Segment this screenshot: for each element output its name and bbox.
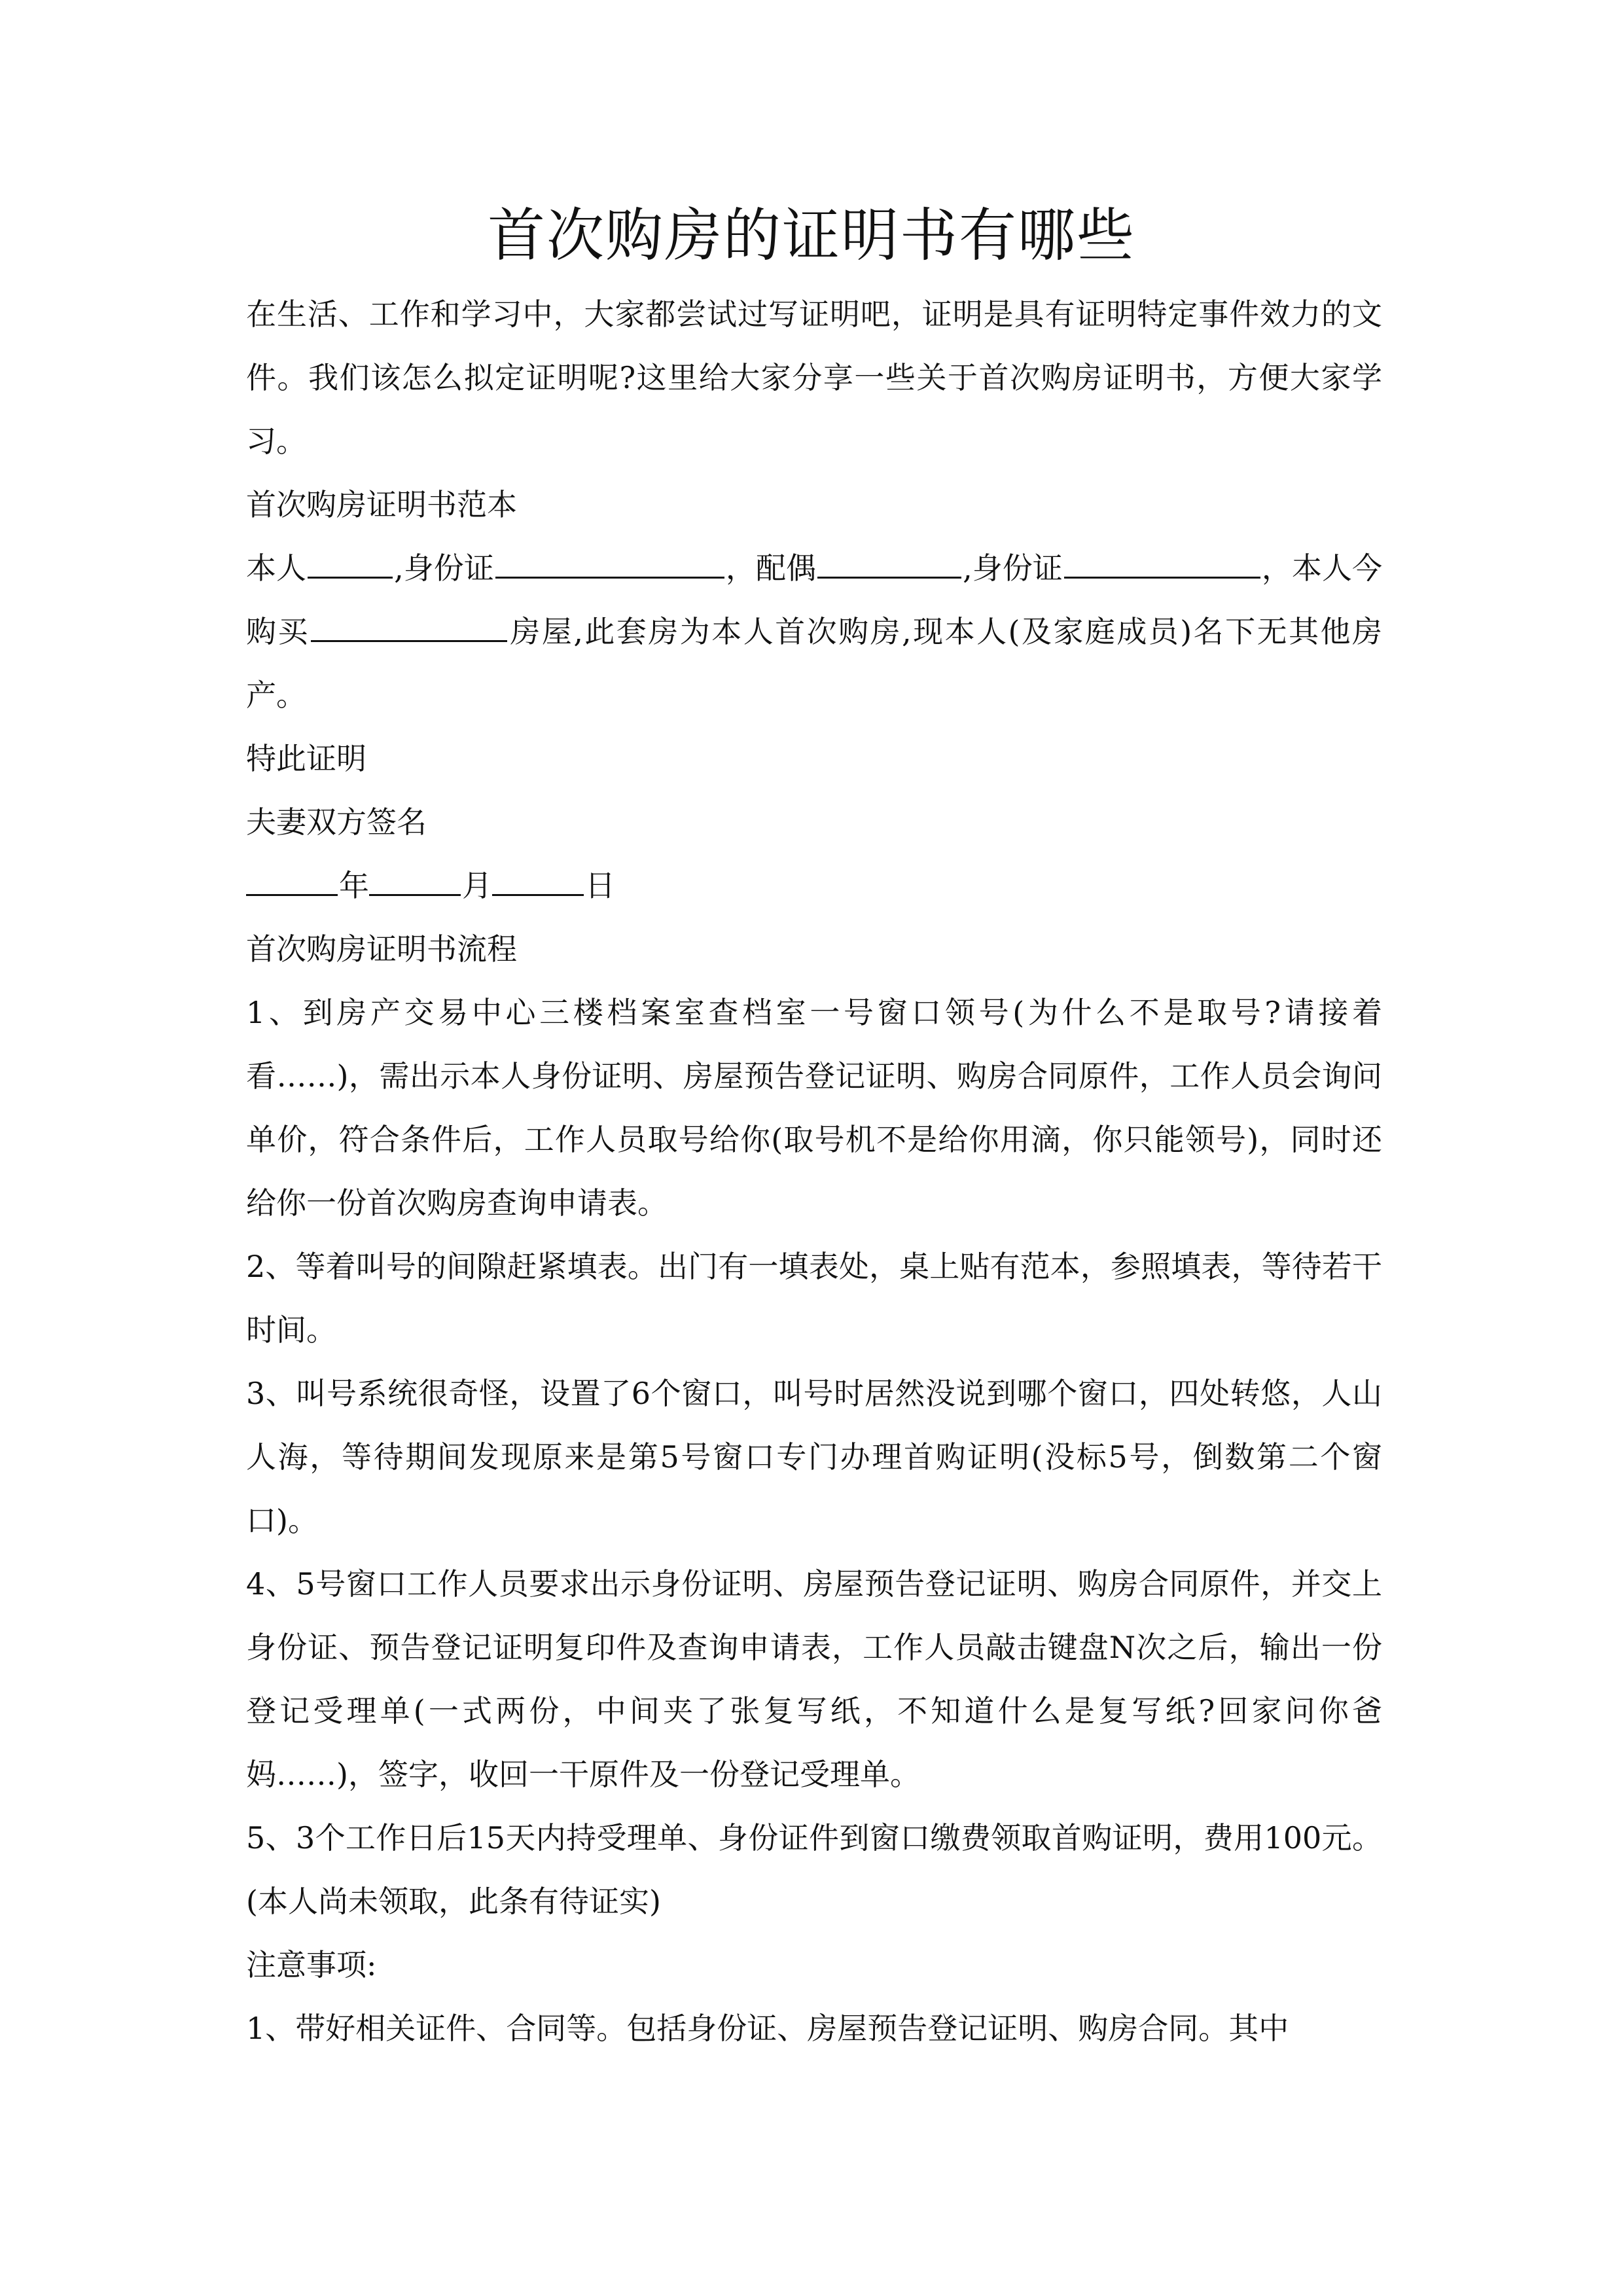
sample-text-5: ，本人今购买: [246, 550, 1383, 649]
sample-text-1: 本人: [246, 550, 307, 586]
blank-line: [817, 539, 961, 579]
sample-text-6: 房屋,此套房为本人首次购房,现本人(及家庭成员)名下无其他房产。: [246, 614, 1383, 713]
hereby-line: 特此证明: [246, 741, 366, 776]
blank-line: [308, 539, 393, 579]
date-line: [246, 854, 1382, 918]
blank-line: [369, 856, 461, 896]
blank-line: [311, 602, 507, 642]
blank-line: [492, 856, 584, 896]
date-year-label: 年: [339, 868, 369, 903]
sample-paragraph: [246, 537, 1382, 727]
step-paragraph: 2、等着叫号的间隙赶紧填表。出门有一填表处，桌上贴有范本，参照填表，等待若干时间。: [246, 1249, 1382, 1348]
date-day-label: 日: [585, 868, 615, 903]
sample-heading: 首次购房证明书范本: [246, 487, 517, 522]
blank-line: [495, 539, 724, 579]
sample-text-4: ,身份证: [963, 550, 1063, 586]
intro-paragraph: 在生活、工作和学习中，大家都尝试过写证明吧，证明是具有证明特定事件效力的文件。我们该怎么拟定证明呢?这里给大家分享一些关于首次购房证明书，方便大家学习。: [246, 296, 1382, 459]
date-month-label: 月: [462, 868, 492, 903]
step-paragraph: 5、3个工作日后15天内持受理单、身份证件到窗口缴费领取首购证明，费用100元。(本人尚未领取，此条有待证实): [246, 1820, 1382, 1919]
step-paragraph: 4、5号窗口工作人员要求出示身份证明、房屋预告登记证明、购房合同原件，并交上身份证、预告登记证明复印件及查询申请表，工作人员敲击键盘N次之后，输出一份登记受理单(一式两份，中间夹了张复写纸，不知道什么是复写纸?回家问你爸妈……)，签字，收回一干原件及一份登记受理单。: [246, 1566, 1382, 1792]
blank-line: [1064, 539, 1260, 579]
signature-line: 夫妻双方签名: [246, 804, 427, 840]
document-body: [246, 283, 1382, 2060]
note-paragraph: 1、带好相关证件、合同等。包括身份证、房屋预告登记证明、购房合同。其中: [246, 2011, 1289, 2046]
step-paragraph: 1、到房产交易中心三楼档案室查档室一号窗口领号(为什么不是取号?请接着看……)，需出示本人身份证明、房屋预告登记证明、购房合同原件，工作人员会询问单价，符合条件后，工作人员取号给你(取号机不是给你用滴，你只能领号)，同时还给你一份首次购房查询申请表。: [246, 995, 1382, 1221]
sample-text-2: ,身份证: [394, 550, 494, 586]
notes-heading: 注意事项:: [246, 1947, 377, 1982]
process-heading: 首次购房证明书流程: [246, 931, 517, 967]
step-paragraph: 3、叫号系统很奇怪，设置了6个窗口，叫号时居然没说到哪个窗口，四处转悠，人山人海，等待期间发现原来是第5号窗口专门办理首购证明(没标5号，倒数第二个窗口)。: [246, 1376, 1382, 1538]
blank-line: [246, 856, 338, 896]
sample-text-3: ，配偶: [725, 550, 817, 586]
document-title: 首次购房的证明书有哪些: [487, 202, 1135, 269]
